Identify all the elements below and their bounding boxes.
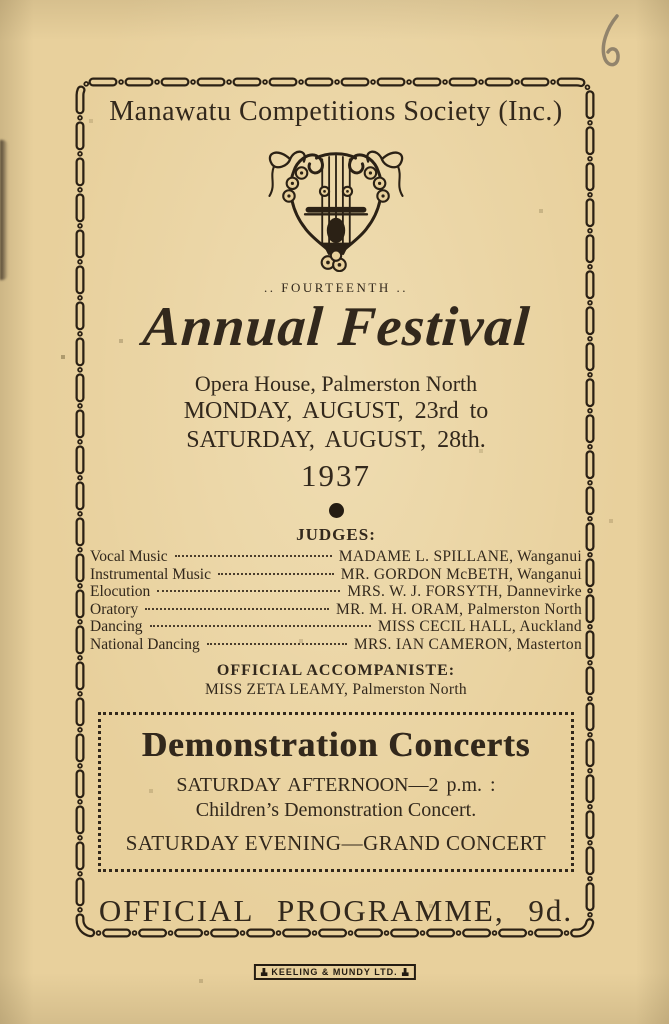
judge-name: MISS CECIL HALL, Auckland (377, 618, 582, 635)
lyre-icon (251, 134, 421, 272)
spine-shadow (0, 140, 8, 280)
dotted-leader (157, 590, 340, 592)
venue-line: Opera House, Palmerston North (194, 370, 478, 396)
judge-category: Instrumental Music (90, 565, 211, 583)
paper-speckles (0, 0, 2, 2)
demonstration-title: Demonstration Concerts (141, 725, 531, 764)
festival-title: Annual Festival (140, 295, 532, 358)
judge-category: Dancing (90, 618, 143, 635)
judge-row (90, 636, 582, 654)
judges-heading: JUDGES: (296, 525, 376, 544)
judge-name: MR. GORDON McBETH, Wanganui (340, 565, 582, 583)
judge-name: MRS. W. J. FORSYTH, Dannevirke (347, 583, 582, 600)
judge-row (90, 618, 582, 636)
society-title: Manawatu Competitions Society (Inc.) (109, 96, 563, 127)
dotted-leader (207, 643, 347, 645)
demonstration-children: Children’s Demonstration Concert. (195, 799, 477, 821)
date-line-1: MONDAY, AUGUST, 23rd to (183, 397, 489, 424)
printer-name: KEELING & MUNDY LTD. (271, 967, 398, 977)
pencil-mark (603, 16, 618, 65)
ordinal-line: .. FOURTEENTH .. (264, 279, 408, 295)
demonstration-concerts-box (98, 712, 574, 872)
accompaniste-name: MISS ZETA LEAMY, Palmerston North (205, 681, 467, 698)
judge-category: National Dancing (90, 635, 200, 653)
programme-price-line: OFFICIAL PROGRAMME, 9d. (98, 893, 574, 928)
judge-row (90, 566, 582, 584)
accompaniste-heading: OFFICIAL ACCOMPANISTE: (216, 662, 456, 679)
judge-row (90, 601, 582, 619)
divider-dot-icon (329, 503, 344, 518)
cover-content (90, 88, 582, 929)
dotted-leader (145, 608, 329, 610)
judge-name: MADAME L. SPILLANE, Wanganui (338, 548, 582, 565)
dotted-leader (218, 573, 334, 575)
year: 1937 (301, 458, 371, 494)
demonstration-evening: SATURDAY EVENING—GRAND CONCERT (125, 831, 547, 855)
printer-device-icon (260, 968, 267, 976)
demonstration-afternoon: SATURDAY AFTERNOON—2 p.m. : (176, 774, 496, 796)
printer-imprint (253, 964, 415, 980)
judge-name: MRS. IAN CAMERON, Masterton (353, 635, 582, 653)
judge-category: Elocution (90, 583, 151, 600)
printer-device-icon (402, 968, 409, 976)
judge-row (90, 583, 582, 601)
judge-category: Oratory (90, 600, 139, 618)
judges-list (90, 548, 582, 653)
judge-category: Vocal Music (90, 548, 168, 565)
judge-row (90, 548, 582, 566)
dotted-leader (150, 625, 371, 627)
judge-name: MR. M. H. ORAM, Palmerston North (336, 600, 582, 618)
dotted-leader (175, 555, 332, 557)
date-line-2: SATURDAY, AUGUST, 28th. (186, 426, 486, 453)
